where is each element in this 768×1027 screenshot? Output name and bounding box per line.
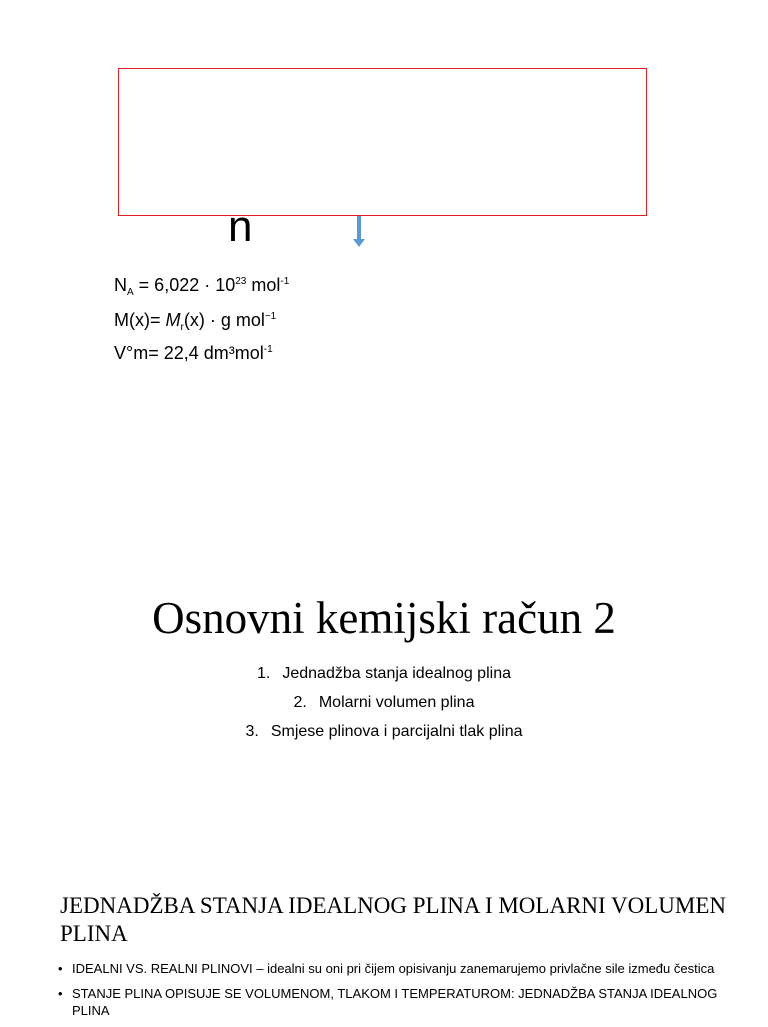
list-item: • STANJE PLINA OPISUJE SE VOLUMENOM, TLAKOM I TEMPERATUROM: JEDNADŽBA STANJA IDEALNOG PLINA [58,986,718,1018]
amount-symbol-n: n [228,202,253,251]
table-of-contents [0,663,768,750]
toc-item: 3. Smjese plinova i parcijalni tlak plina [245,723,523,740]
list-item: • IDEALNI VS. REALNI PLINOVI – idealni su oni pri čijem opisivanju zanemarujemo privlačne sile između čestica [58,961,715,976]
down-arrow-icon [353,216,365,247]
bullet-icon: • [58,961,63,976]
bullet-list [58,960,718,1027]
bullet-icon: • [58,986,63,1001]
toc-item: 1. Jednadžba stanja idealnog plina [257,665,511,682]
molar-volume-formula: V°m= 22,4 dm³mol$^{-1}$ [114,343,273,363]
molar-mass-formula: $M(x)= M_r(x) \cdot g$ mol$^{-1}$ [114,310,277,333]
avogadro-constant-formula: $N_A = 6,022 \cdot 10^{23}$ mol$^{-1}$ [114,275,290,298]
section-heading: JEDNADŽBA STANJA IDEALNOG PLINA I MOLARNI VOLUMEN PLINA [60,893,727,946]
diagram-box [118,68,647,216]
toc-item: 2. Molarni volumen plina [293,694,475,711]
slide-title: Osnovni kemijski račun 2 [152,593,616,643]
